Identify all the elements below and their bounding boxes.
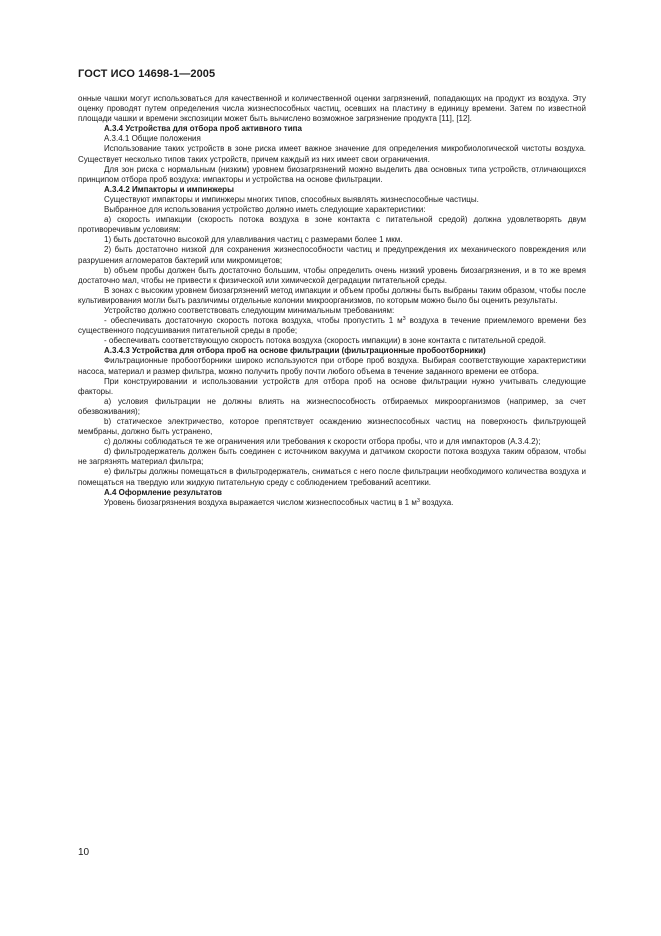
- section-heading-a34: А.3.4 Устройства для отбора проб активного типа: [104, 124, 302, 134]
- paragraph-a342-2: Выбранное для использования устройство должно иметь следующие характеристики:: [104, 205, 426, 215]
- superscript-cube: 3: [416, 497, 420, 504]
- paragraph-a343-1: Фильтрационные пробоотборники широко используются при отборе проб воздуха. Выбирая соответствующие характеристики насоса, материал и размер фильтра, можно получить пробу почти любого объема в течение заданного времени ее отбора.: [78, 356, 586, 376]
- paragraph-intro: онные чашки могут использоваться для качественной и количественной оценки загрязнений, попадающих на продукт из воздуха. Эту оценку проводят путем определения числа жизнеспособных частиц, осевших на пластину в единицу времени. Затем по известной площади чашки и времени экспозиции может быть вычислено возможное загрязнение продукта [11], [12].: [78, 94, 586, 124]
- requirement-a342-1-text-end: воздуха в течение приемлемого времени без существенного подсушивания питательной среды в пробе;: [78, 316, 586, 336]
- paragraph-a342-1: Существуют импакторы и импинжеры многих типов, способных выявлять жизнеспособные частицы.: [104, 194, 479, 204]
- list-item-a342-2: 2) быть достаточно низкой для сохранения жизнеспособности частиц и предупреждения их механического повреждения или разрушения агломератов бактерий или микромицетов;: [78, 245, 586, 265]
- paragraph-a341-2: Для зон риска с нормальным (низким) уровнем биозагрязнений можно выделить два основных типа устройств, отличающихся принципом отбора проб воздуха: импакторы и устройства на основе фильтрации.: [78, 164, 586, 184]
- list-item-a342-a: а) скорость импакции (скорость потока воздуха в зоне контакта с питательной средой) должна удовлетворять двум противоречивым условиям:: [78, 215, 586, 235]
- section-heading-a343: А.3.4.3 Устройства для отбора проб на основе фильтрации (фильтрационные пробоотборники): [104, 346, 486, 356]
- paragraph-a342-3: В зонах с высоким уровнем биозагрязнений метод импакции и объем пробы должны быть выбраны таким образом, чтобы после культивирования могли быть различимы отдельные колонии микроорганизмов, по которым можно было бы оценить результаты.: [78, 285, 586, 305]
- list-item-a342-b: b) объем пробы должен быть достаточно большим, чтобы определить очень низкий уровень биозагрязнения, и в то же время достаточно мал, чтобы не привести к физической или химической деградации питательной среды.: [78, 265, 586, 285]
- requirement-a342-2: - обеспечивать соответствующую скорость потока воздуха (скорость импакции) в зоне контакта с питательной средой.: [104, 336, 546, 346]
- paragraph-a4-1-text-end: воздуха.: [419, 497, 454, 507]
- section-heading-a4: А.4 Оформление результатов: [104, 487, 222, 497]
- page-number: 10: [78, 847, 90, 858]
- list-item-a343-d: d) фильтродержатель должен быть соединен с источником вакуума и датчиком скорости потока воздуха таким образом, чтобы не загрязнять материал фильтра;: [78, 447, 586, 467]
- paragraph-a342-4: Устройство должно соответствовать следующим минимальным требованиям:: [104, 305, 395, 315]
- paragraph-a4-1-text: Уровень биозагрязнения воздуха выражается числом жизнеспособных частиц в 1 м: [104, 497, 417, 507]
- requirement-a342-1: [78, 316, 586, 336]
- list-item-a343-b: b) статическое электричество, которое препятствует осаждению жизнеспособных частиц на поверхность фильтрующей мембраны, должно быть устранено,: [78, 417, 586, 437]
- subsection-heading-a341: А.3.4.1 Общие положения: [104, 134, 201, 144]
- paragraph-a341-1: Использование таких устройств в зоне риска имеет важное значение для определения микробиологической чистоты воздуха. Существует несколько типов таких устройств, причем каждый из них имеет свои ограничения.: [78, 144, 586, 164]
- list-item-a343-c: с) должны соблюдаться те же ограничения или требования к скорости отбора пробы, что и для импакторов (А.3.4.2);: [104, 437, 541, 447]
- document-header: ГОСТ ИСО 14698-1—2005: [78, 68, 216, 80]
- paragraph-a343-2: При конструировании и использовании устройств для отбора проб на основе фильтрации нужно учитывать следующие факторы.: [78, 376, 586, 396]
- section-heading-a342: А.3.4.2 Импакторы и импинжеры: [104, 184, 234, 194]
- list-item-a342-1: 1) быть достаточно высокой для улавливания частиц с размерами более 1 мкм.: [104, 235, 403, 245]
- paragraph-a4-1: [78, 498, 586, 508]
- list-item-a343-e: е) фильтры должны помещаться в фильтродержатель, сниматься с него после фильтрации необходимого количества воздуха и помещаться на твердую или жидкую питательную среду с соблюдением требований асептики.: [78, 467, 586, 487]
- requirement-a342-1-text: - обеспечивать достаточную скорость потока воздуха, чтобы пропустить 1 м: [104, 316, 403, 326]
- superscript-cube: 3: [402, 316, 406, 323]
- document-body: [78, 94, 586, 508]
- list-item-a343-a: а) условия фильтрации не должны влиять на жизнеспособность отбираемых микроорганизмов (например, за счет обезвоживания);: [78, 396, 586, 416]
